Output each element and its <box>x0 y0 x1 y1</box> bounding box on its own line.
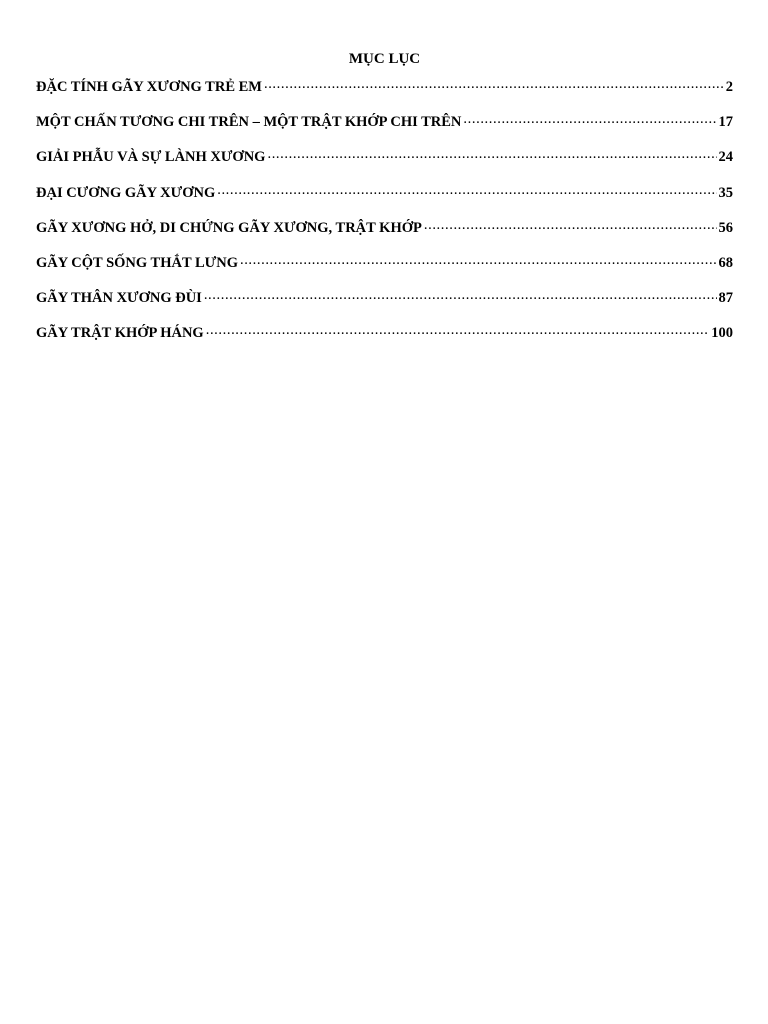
toc-entry-page: 100 <box>711 325 733 342</box>
toc-entry-page: 24 <box>718 149 733 166</box>
toc-entry-label: ĐẠI CƯƠNG GÃY XƯƠNG <box>36 184 216 201</box>
toc-dot-leader <box>267 147 716 161</box>
toc-list <box>36 76 733 358</box>
toc-entry-page: 17 <box>718 114 733 131</box>
toc-entry-label: GÃY XƯƠNG HỞ, DI CHỨNG GÃY XƯƠNG, TRẬT KHỚP <box>36 219 422 236</box>
toc-entry-label: ĐẶC TÍNH GÃY XƯƠNG TRẺ EM <box>36 79 262 95</box>
toc-entry[interactable] <box>36 217 733 252</box>
toc-entry[interactable] <box>36 146 733 181</box>
toc-entry-label: GÃY TRẬT KHỚP HÁNG <box>36 325 204 342</box>
toc-entry-page: 2 <box>725 79 733 95</box>
document-page <box>36 48 733 358</box>
toc-dot-leader <box>264 77 724 91</box>
toc-entry[interactable] <box>36 182 733 217</box>
toc-entry[interactable] <box>36 76 733 111</box>
toc-dot-leader <box>424 218 717 232</box>
toc-entry-label: GÃY THÂN XƯƠNG ĐÙI <box>36 290 202 307</box>
toc-entry-label: GIẢI PHẪU VÀ SỰ LÀNH XƯƠNG <box>36 149 266 166</box>
toc-dot-leader <box>240 253 717 267</box>
toc-entry-label: GÃY CỘT SỐNG THẮT LƯNG <box>36 254 238 271</box>
toc-entry-page: 68 <box>718 254 733 271</box>
toc-title: MỤC LỤC <box>348 51 421 67</box>
toc-entry-page: 35 <box>718 184 733 201</box>
toc-entry[interactable] <box>36 322 733 357</box>
toc-dot-leader <box>204 288 717 302</box>
toc-entry[interactable] <box>36 287 733 322</box>
toc-entry-page: 56 <box>718 219 733 236</box>
toc-dot-leader <box>463 112 716 126</box>
toc-entry[interactable] <box>36 111 733 146</box>
toc-entry[interactable] <box>36 252 733 287</box>
toc-entry-page: 87 <box>718 290 733 307</box>
toc-entry-label: MỘT CHẤN TƯƠNG CHI TRÊN – MỘT TRẬT KHỚP CHI TRÊN <box>36 114 462 131</box>
toc-dot-leader <box>206 323 710 337</box>
toc-dot-leader <box>217 183 716 197</box>
